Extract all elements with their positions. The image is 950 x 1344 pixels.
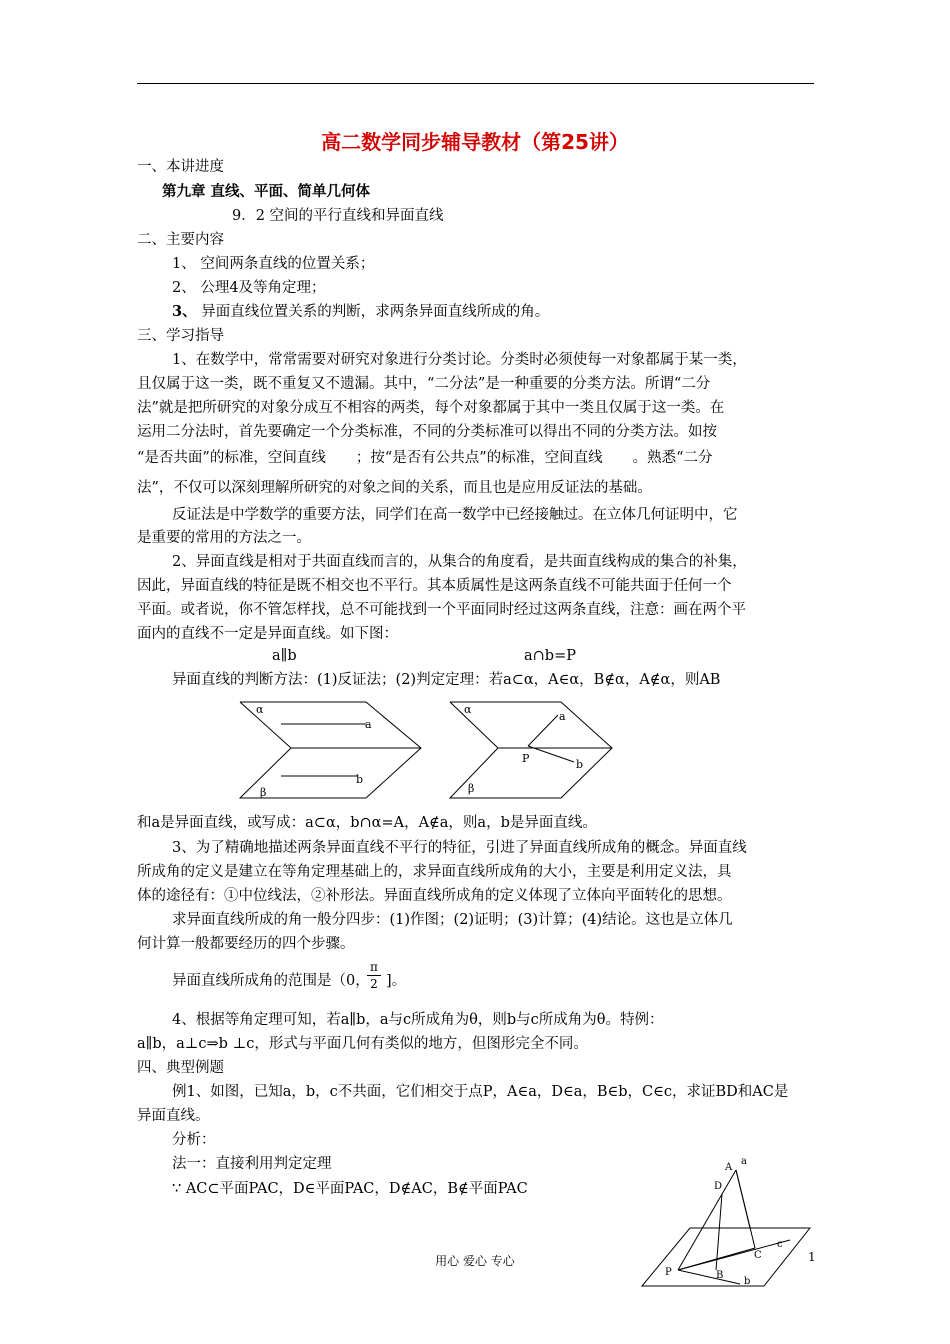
para4-line1: 3、为了精确地描述两条异面直线不平行的特征，引进了异面直线所成角的概念。异面直线 xyxy=(172,840,747,856)
fig3-label-A: A xyxy=(725,1162,733,1173)
para6-line2: a∥b，a⊥c⇒b ⊥c，形式与平面几何有类似的地方，但图形完全不同。 xyxy=(137,1036,588,1052)
content-item-2: 2、 公理4及等角定理； xyxy=(172,280,326,296)
because-statement: ∵ AC⊂平面PAC，D∈平面PAC，D∉AC，B∉平面PAC xyxy=(172,1181,528,1197)
para2-line2: 是重要的常用的方法之一。 xyxy=(137,530,311,546)
para4-line3: 体的途径有：①中位线法，②补形法。异面直线所成角的定义体现了立体向平面转化的思想。 xyxy=(137,888,732,904)
angle-range-start: 异面直线所成角的范围是（0， xyxy=(172,973,370,989)
para6-line1: 4、根据等角定理可知，若a∥b，a与c所成角为θ，则b与c所成角为θ。特例： xyxy=(172,1012,664,1028)
label-a: a xyxy=(365,718,372,731)
para1-line5-part2: ；按“是否有公共点”的标准，空间直线 xyxy=(355,450,603,466)
label-b: b xyxy=(356,773,364,786)
figure-caption-intersect: a∩b=P xyxy=(524,648,576,664)
fraction-numerator: π xyxy=(370,960,378,974)
para3-line1: 2、异面直线是相对于共面直线而言的，从集合的角度看，是共面直线构成的集合的补集， xyxy=(172,554,747,570)
fraction-bar xyxy=(367,975,381,976)
label-beta-2: β xyxy=(468,782,475,795)
para1-line2: 且仅属于这一类，既不重复又不遗漏。其中，“二分法”是一种重要的分类方法。所谓“二分 xyxy=(137,376,711,392)
fig3-label-c: c xyxy=(777,1239,783,1250)
label-alpha: α xyxy=(256,703,264,716)
section-heading-progress: 一、本讲进度 xyxy=(137,159,224,175)
after-figure-text: 和a是异面直线，或写成：a⊂α，b∩α=A，A∉a，则a，b是异面直线。 xyxy=(137,815,597,831)
fraction-denominator: 2 xyxy=(370,977,378,991)
para1-line1: 1、在数学中，常常需要对研究对象进行分类讨论。分类时必须使每一对象都属于某一类， xyxy=(172,352,747,368)
page-title: 高二数学同步辅导教材（第25讲） xyxy=(321,130,629,154)
chapter-heading: 第九章 直线、平面、简单几何体 xyxy=(162,184,371,200)
figure-parallel-lines xyxy=(236,698,426,806)
fig3-label-b: b xyxy=(744,1276,751,1287)
figure-intersecting-lines xyxy=(446,698,618,806)
para4-line2: 所成角的定义是建立在等角定理基础上的，求异面直线所成角的大小，主要是利用定义法，具 xyxy=(137,864,732,880)
pi-over-2-fraction xyxy=(367,960,381,991)
para1-line4: 运用二分法时，首先要确定一个分类标准，不同的分类标准可以得出不同的分类方法。如按 xyxy=(137,424,717,440)
figure-caption-parallel: a∥b xyxy=(272,648,297,664)
section-heading-content: 二、主要内容 xyxy=(137,232,224,248)
para3-line2: 因此，异面直线的特征是既不相交也不平行。其本质属性是这两条直线不可能共面于任何一个 xyxy=(137,578,732,594)
fig3-label-C: C xyxy=(754,1250,762,1261)
content-item-3-text: 异面直线位置关系的判断，求两条异面直线所成的角。 xyxy=(196,304,550,320)
para1-line5 xyxy=(137,448,713,468)
example1-line1: 例1、如图，已知a，b，c不共面，它们相交于点P，A∈a，D∈a，B∈b，C∈c，求证BD和AC是 xyxy=(172,1084,789,1100)
para1-line6: 法”，不仅可以深刻理解所研究的对象之间的关系，而且也是应用反证法的基础。 xyxy=(137,480,652,496)
para2-line1: 反证法是中学数学的重要方法，同学们在高一数学中已经接触过。在立体几何证明中，它 xyxy=(172,507,738,523)
para3-line3: 平面。或者说，你不管怎样找，总不可能找到一个平面同时经过这两条直线，注意：画在两个平 xyxy=(137,602,746,618)
fig3-label-P: P xyxy=(665,1267,672,1278)
label-a-2: a xyxy=(559,710,566,723)
para1-line5-part1: “是否共面”的标准，空间直线 xyxy=(137,450,326,466)
section-heading-guide: 三、学习指导 xyxy=(137,328,224,344)
header-rule xyxy=(137,83,814,84)
section-heading-examples: 四、典型例题 xyxy=(137,1060,224,1076)
label-b-2: b xyxy=(576,758,584,771)
method-one: 法一：直接利用判定定理 xyxy=(172,1156,332,1172)
fig3-label-a: a xyxy=(741,1156,747,1167)
section-subheading: 9．2 空间的平行直线和异面直线 xyxy=(232,208,444,224)
example1-line2: 异面直线。 xyxy=(137,1108,210,1124)
page-footer: 用心 爱心 专心 xyxy=(435,1254,515,1268)
judgment-method: 异面直线的判断方法：(1)反证法；(2)判定定理：若a⊂α，A∈α，B∉α，A∉α，则AB xyxy=(172,672,721,688)
figure-example1 xyxy=(638,1150,814,1290)
para5-line2: 何计算一般都要经历的四个步骤。 xyxy=(137,936,355,952)
content-item-3 xyxy=(172,302,549,322)
label-P: P xyxy=(522,752,530,765)
label-beta: β xyxy=(260,786,267,799)
para1-line3: 法”就是把所研究的对象分成互不相容的两类，每个对象都属于其中一类且仅属于这一类。在 xyxy=(137,400,725,416)
para5-line1: 求异面直线所成的角一般分四步：(1)作图；(2)证明；(3)计算；(4)结论。这也是立体几 xyxy=(172,912,733,928)
content-item-3-number: 3、 xyxy=(172,303,197,320)
para3-line4: 面内的直线不一定是异面直线。如下图： xyxy=(137,626,398,642)
page-number: 1 xyxy=(808,1250,816,1264)
analysis-label: 分析： xyxy=(172,1132,216,1148)
angle-range-end: ]。 xyxy=(386,973,407,989)
fig3-label-B: B xyxy=(716,1270,724,1281)
label-alpha-2: α xyxy=(464,703,472,716)
content-item-1: 1、 空间两条直线的位置关系； xyxy=(172,256,375,272)
para1-line5-part3: 。熟悉“二分 xyxy=(632,450,713,466)
fig3-label-D: D xyxy=(714,1181,723,1192)
